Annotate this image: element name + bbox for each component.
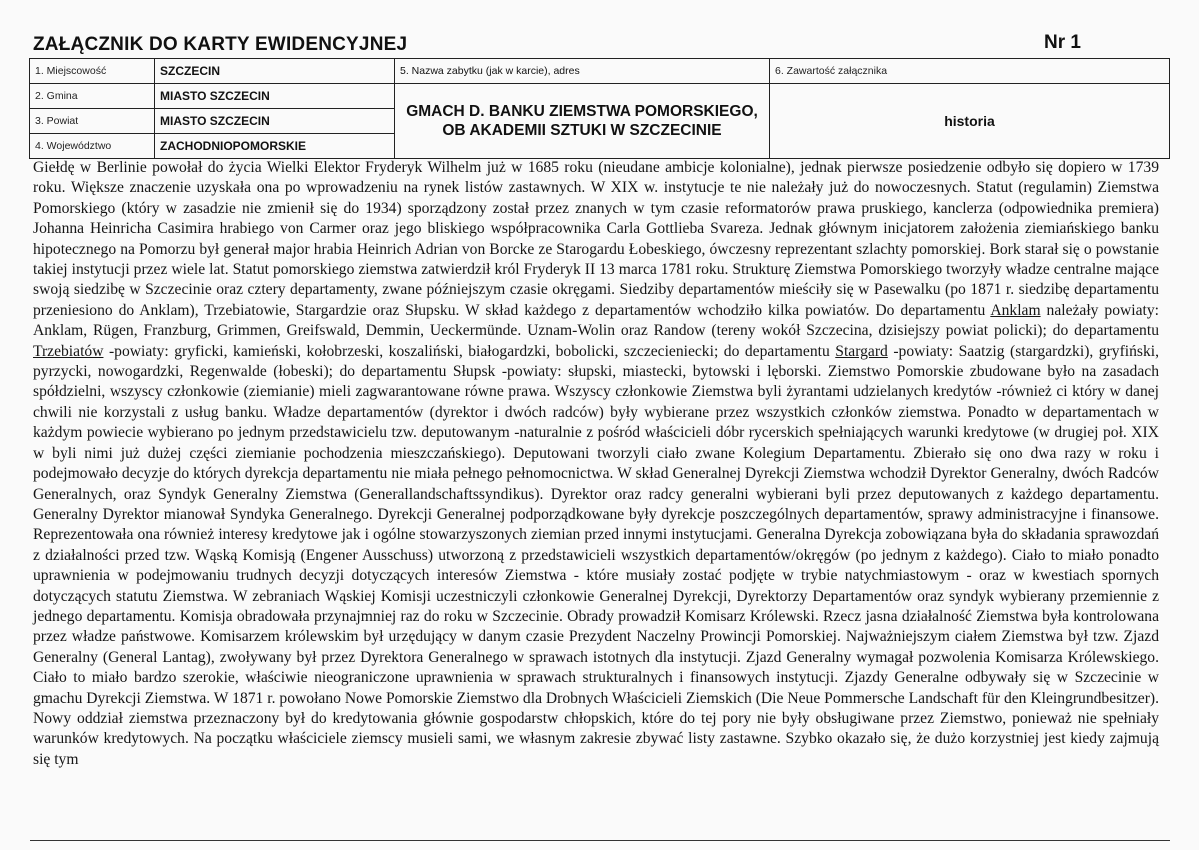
document-title: ZAŁĄCZNIK DO KARTY EWIDENCYJNEJ — [33, 34, 408, 55]
monument-name-value: GMACH D. BANKU ZIEMSTWA POMORSKIEGO, OB AKADEMII SZTUKI W SZCZECINIE — [395, 84, 770, 159]
county-label: 3. Powiat — [30, 109, 155, 134]
attachment-contents-value: historia — [770, 84, 1170, 159]
county-value: MIASTO SZCZECIN — [155, 109, 395, 134]
voivodeship-value: ZACHODNIOPOMORSKIE — [155, 134, 395, 159]
monument-name-label: 5. Nazwa zabytku (jak w karcie), adres — [395, 59, 770, 84]
voivodeship-label: 4. Województwo — [30, 134, 155, 159]
anklam-link-text: Anklam — [990, 301, 1041, 319]
history-text-part-1: Giełdę w Berlinie powołał do życia Wielki Elektor Fryderyk Wilhelm już w 1685 roku (nieudane ambicje kolonialne), jednak pierwsze posiedzenie odbyło się dopiero w 1739 roku. Większe znaczenie uzyskała ona po wprowadzeniu na rynek listów zastawnych. W XIX w. instytucje te nie należały już do nowoczesnych. Statut (regulamin) Ziemstwa Pomorskiego (który w zasadzie nie zmienił się do 1934) sporządzony został przez znanych w tym czasie reformatorów prawa pruskiego, kanclerza (odpowiednika premiera) Johanna Heinricha Casimira hrabiego von Carmer oraz jego bliskiego współpracownika Carla Gottlieba Svareza. Jednak głównym inicjatorem założenia ziemiańskiego banku hipotecznego na Pomorzu był generał major hrabia Heinrich Adrian von Borcke ze Starogardu Łobeskiego, ówczesny reprezentant szlachty pomorskiej. Bork starał się o powstanie takiej instytucji przez wiele lat. Statut pomorskiego ziemstwa zatwierdził król Fryderyk II 13 marca 1781 roku. Strukturę Ziemstwa Pomorskiego tworzyły władze centralne mające swoją siedzibę w Szczecinie oraz cztery departamenty, zwane późniejszym czasie okręgami. Siedziby departamentów mieściły się w Pasewalku (po 1871 r. siedzibę departamentu przeniesiono do Anklam), Trzebiatowie, Stargardzie oraz Słupsku. W skład każdego z departamentów wchodziło kilka powiatów. Do departamentu — [33, 159, 1159, 319]
locality-label: 1. Miejscowość — [30, 59, 155, 84]
history-text — [33, 158, 1159, 770]
history-text-part-4: -powiaty: Saatzig (stargardzki), gryfiński, pyrzycki, nowogardzki, Regenwalde (łobeski); do departamentu Słupsk -powiaty: słupski, miastecki, bytowski i lęborski. Ziemstwo Pomorskie zbudowane było na zasadach spółdzielni, wszyscy członkowie (ziemianie) mieli zagwarantowane równe prawa. Wszyscy członkowie Ziemstwa byli żyrantami udzielanych kredytów -również ci który w danej chwili nie korzystali z usług banku. Władze departamentów (dyrektor i dwóch radców) były wybierane przez wszystkich członków ziemstwa. Ponadto w departamentach w każdym powiecie wybierano po jednym przedstawicielu tzw. deputowanym -naturalnie z pośród właścicieli dóbr rycerskich spełniających warunki kredytowe (w drugiej poł. XIX w byli nimi już dużej części ziemianie pochodzenia mieszczańskiego). Deputowani tworzyli ciało zwane Kolegium Departamentu. Zbierało się ono dwa razy w roku i podejmowało decyzje do których dyrekcja departamentu nie miała pełnego pełnomocnictwa. W skład Generalnej Dyrekcji Ziemstwa wchodził Dyrektor Generalny, dwóch Radców Generalnych, oraz Syndyk Generalny Ziemstwa (Generallandschaftssyndikus). Dyrektor oraz radcy generalni wybierani byli przez deputowanych z każdego departamentu. Generalny Dyrektor mianował Syndyka Generalnego. Dyrekcji Generalnej podporządkowane były dyrekcje poszczególnych departamentów, sprawy administracyjne i finansowe. Reprezentowała ona również interesy kredytowe jak i ogólne stowarzyszonych ziemian przed innymi instytucjami. Generalna Dyrekcja zobowiązana była do składania sprawozdań z działalności przed tzw. Wąską Komisją (Engener Ausschuss) utworzoną z przedstawicieli wszystkich departamentów/okręgów (po jednym z każdego). Ciało to miało ponadto uprawnienia w podejmowaniu trudnych decyzji dotyczących interesów Ziemstwa - które musiały zostać podjęte w trybie natychmiastowym - oraz w kwestiach spornych dotyczących statutu Ziemstwa. W zebraniach Wąskiej Komisji uczestniczyli członkowie Generalnej Dyrekcji, Dyrektorzy Departamentów oraz syndyk wybierany przemiennie z jednego departamentu. Komisja obradowała przynajmniej raz do roku w Szczecinie. Obrady prowadził Komisarz Królewski. Rzecz jasna działalność Ziemstwa była kontrolowana przez władze państwowe. Komisarzem królewskim był urzędujący w danym czasie Prezydent Naczelny Prowincji Pomorskiej. Najważniejszym ciałem Ziemstwa był tzw. Zjazd Generalny (General Lantag), zwoływany był przez Dyrektora Generalnego w sprawach istotnych dla instytucji. Zjazd Generalny wymagał pozwolenia Komisarza Królewskiego. Ciało to miało bardzo szerokie, właściwie nieograniczone uprawnienia w sprawach strukturalnych i finansowych instytucji. Zjazdy Generalne odbywały się w Szczecinie w gmachu Dyrekcji Ziemstwa. W 1871 r. powołano Nowe Pomorskie Ziemstwo dla Drobnych Właścicieli Ziemskich (Die Neue Pommersche Landschaft für den Kleingrundbesitzer). Nowy oddział ziemstwa przeznaczony był do kredytowania głównie gospodarstw chłopskich, które do tej pory nie były obsługiwane przez Ziemstwo, ponieważ nie spełniały warunków kredytowych. Na początku właściciele ziemscy musieli sami, we własnym zakresie zbywać listy zastawne. Szybko okazało się, że dużo korzystniej jest kiedy zajmują się tym — [33, 342, 1159, 768]
attachment-contents-label: 6. Zawartość załącznika — [770, 59, 1170, 84]
locality-value: SZCZECIN — [155, 59, 395, 84]
commune-label: 2. Gmina — [30, 84, 155, 109]
stargard-link-text: Stargard — [835, 342, 888, 360]
commune-value: MIASTO SZCZECIN — [155, 84, 395, 109]
trzebiatow-link-text: Trzebiatów — [33, 342, 104, 360]
attachment-number: Nr 1 — [1044, 32, 1081, 53]
bottom-rule — [30, 840, 1170, 841]
history-paragraph — [33, 158, 1159, 770]
history-text-part-3: -powiaty: gryficki, kamieński, kołobrzeski, koszaliński, białogardzki, bobolicki, szczecieniecki; do departamentu — [108, 342, 830, 360]
history-text-part-2: należały powiaty: Anklam, Rügen, Franzburg, Grimmen, Greifswald, Demmin, Ueckermünde. Uznam-Wolin oraz Randow (tereny wokół Szczecina, dzisiejszy powiat policki); do departamentu — [33, 301, 1159, 340]
card-fields-table — [29, 58, 1170, 159]
